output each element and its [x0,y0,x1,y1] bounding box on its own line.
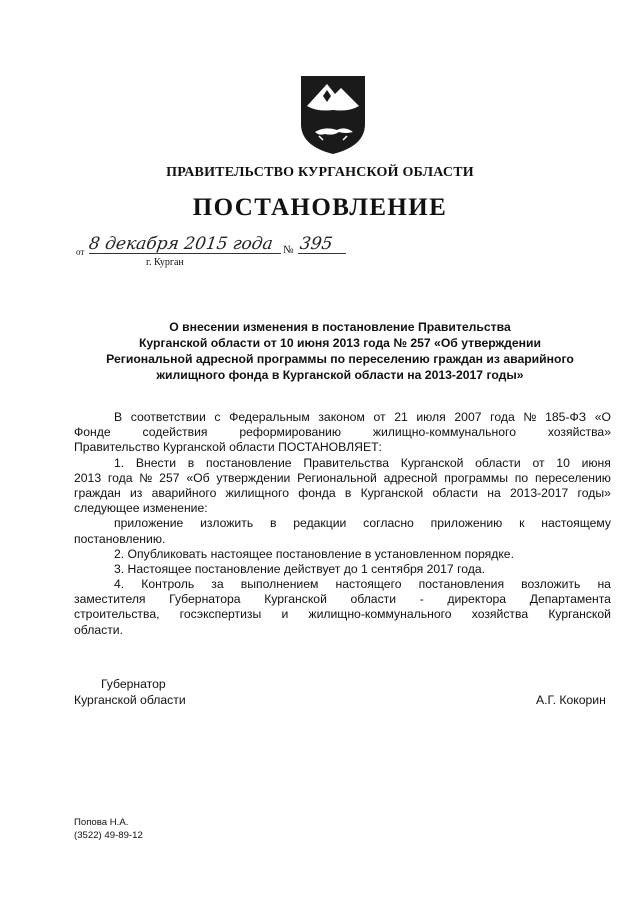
body-word: постановление [205,455,292,470]
body-word: законом [318,410,365,424]
body-word: Контроль [141,577,195,592]
body-word: программы [444,470,508,485]
signatory-name: А.Г. Кокорин [536,693,606,707]
body-word: Губернатора [169,592,241,607]
body-line: следующее изменение: [74,501,208,516]
body-word: хозяйства [471,607,529,622]
body-word: 2013 [74,470,102,485]
date-prefix-label: от [76,247,85,257]
body-word: Курганской [548,607,611,622]
body-word: в [344,485,352,500]
body-word: редакции [293,516,347,531]
body-word: Внести [135,455,177,470]
body-word: к [519,516,525,531]
body-word: от [373,410,386,424]
title-line: жилищного фонда в Курганской области на 2013-2017 годы» [156,368,524,382]
body-word: области [350,592,397,607]
body-word: за [211,577,224,592]
body-line [74,516,611,531]
body-word: и [281,607,289,622]
body-word: - [419,592,424,607]
body-word: с [214,410,221,424]
body-word: соответствии [130,410,206,424]
date-number-line [0,234,640,274]
body-word: в [269,516,277,531]
body-word: года [107,470,133,485]
body-word: Федеральным [229,410,310,424]
body-word: содействия [142,425,208,440]
body-word: № [139,470,153,485]
body-word: согласно [363,516,414,531]
body-word: переселению [534,470,611,485]
body-word: 21 [394,410,408,424]
body-word: области [475,455,521,470]
body-word: госэкспертизы [179,607,262,622]
date-underline [89,253,281,254]
body-word: Курганской [360,485,424,500]
body-word: июня [581,455,611,470]
body-line [74,607,611,622]
body-word: В [114,410,123,424]
body-word: утверждении [216,470,291,485]
body-line: 3. Настоящее постановление действует до 1 сентября 2017 года. [114,561,486,576]
title-line: О внесении изменения в постановление Правительства [169,320,511,334]
document-number: 395 [298,234,334,254]
body-line [74,486,611,501]
body-word: июля [416,410,446,424]
body-line [74,456,611,471]
body-word: жилищно-коммунального [372,425,516,440]
body-word: изложить [200,516,254,531]
executor-name: Попова Н.А. [74,817,129,828]
body-word: по [514,470,529,485]
body-word: 4. [114,577,125,592]
body-word: области [432,485,479,500]
body-word: «Об [186,470,210,485]
body-word: хозяйства» [547,425,611,440]
body-word: на [597,577,611,592]
body-word: 1. [114,455,125,470]
body-word: настоящего [335,577,402,592]
organization-name: ПРАВИТЕЛЬСТВО КУРГАНСКОЙ ОБЛАСТИ [166,165,474,180]
number-sign-label: № [283,244,294,256]
document-type: ПОСТАНОВЛЕНИЕ [192,194,448,221]
body-word: фонда [298,485,336,500]
document-date: 8 декабря 2015 года [87,234,275,254]
body-word: реформированию [239,425,342,440]
body-word: жилищно-коммунального [308,607,452,622]
body-word: директора [447,592,507,607]
document-city: г. Курган [146,257,184,268]
body-word: года [490,410,515,424]
body-word: «О [594,410,611,424]
executor-phone: (3522) 49-89-12 [74,830,143,841]
body-word: 10 [556,455,570,470]
body-line: Правительство Курганской области ПОСТАНОВЛЯЕТ: [74,440,382,455]
body-word: приложение [114,516,184,531]
document-body [74,410,611,638]
body-word: Департамента [529,592,611,607]
number-underline [298,253,346,254]
coat-of-arms-icon [297,72,369,156]
body-line [74,471,611,486]
body-word: на [487,485,501,500]
body-word: из [130,485,143,500]
body-word: адресной [383,470,438,485]
body-word: граждан [74,485,121,500]
body-line [74,410,611,425]
body-word: годы» [577,485,611,500]
body-line: области. [74,622,123,637]
body-word: 2013-2017 [510,485,569,500]
body-word: Фонде [74,425,111,440]
body-word: настоящему [541,516,611,531]
body-word: Региональной [297,470,377,485]
body-line: постановлению. [74,531,166,546]
body-word: строительства, [74,607,160,622]
body-word: Курганской [400,455,464,470]
document-title [70,319,610,383]
body-word: заместителя [74,592,146,607]
signatory-title: Губернатор [101,677,166,691]
body-line [74,425,611,440]
body-word: 2007 [454,410,482,424]
body-word: возложить [521,577,581,592]
body-word: приложению [430,516,503,531]
title-line: Региональной адресной программы по переселению граждан из аварийного [106,352,574,366]
title-line: Курганской области от 10 июня 2013 года № 257 «Об утверждении [138,336,542,350]
body-word: 185-ФЗ [545,410,587,424]
body-line [74,592,611,607]
body-word: от [532,455,545,470]
body-word: № [523,410,537,424]
body-line [74,577,611,592]
body-line: 2. Опубликовать настоящее постановление в установленном порядке. [114,546,514,561]
body-word: Курганской [264,592,327,607]
body-word: аварийного [151,485,217,500]
signatory-title: Курганской области [74,693,186,707]
body-word: жилищного [225,485,289,500]
body-word: выполнением [240,577,319,592]
body-word: Правительства [303,455,389,470]
body-word: 257 [159,470,180,485]
body-word: в [187,455,195,470]
body-word: постановления [418,577,505,592]
executor-block [74,816,143,842]
